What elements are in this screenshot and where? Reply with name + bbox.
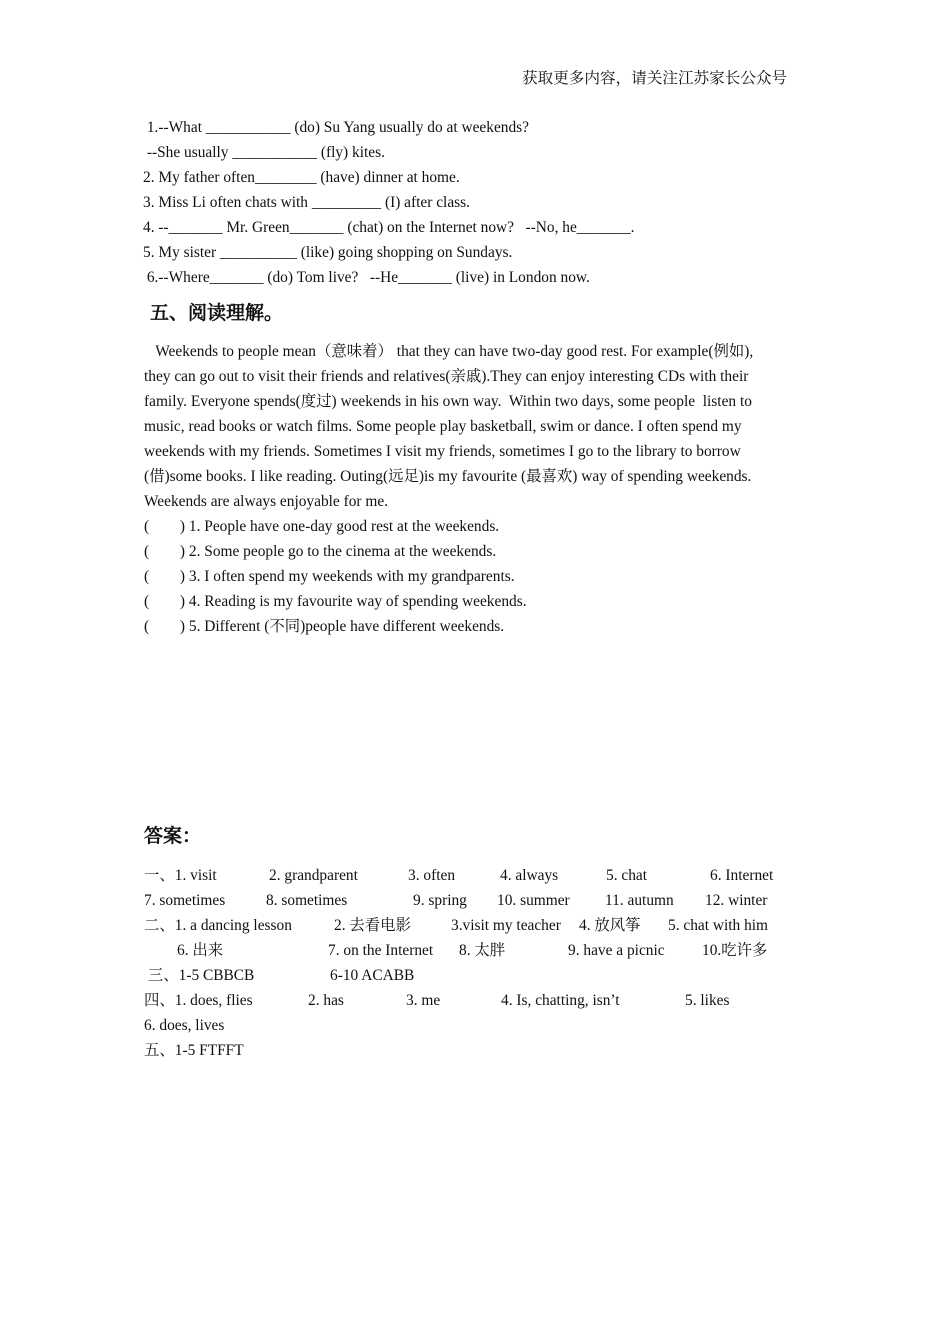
answer-item: 2. 去看电影	[334, 917, 411, 934]
answer-item: 7. sometimes	[144, 892, 226, 909]
answer-item: 5. chat	[606, 867, 648, 884]
answer-item: 9. spring	[413, 892, 467, 909]
answer-item: 一、1. visit	[144, 867, 217, 884]
answer-item: 7. on the Internet	[328, 942, 434, 959]
passage-line: Weekends are always enjoyable for me.	[144, 493, 389, 510]
answer-item: 2. has	[308, 992, 344, 1009]
passage-line: family. Everyone spends(度过) weekends in his own way. Within two days, some people listen to	[144, 393, 752, 410]
answer-item: 6. 出来	[177, 942, 224, 959]
answer-item: 11. autumn	[605, 892, 674, 909]
answers-title: 答案：	[144, 826, 202, 847]
answer-item: 三、1-5 CBBCB	[144, 967, 255, 984]
answer-item: 4. always	[500, 867, 559, 884]
answer-item: 3.visit my teacher	[451, 917, 561, 934]
answer-item: 3. often	[408, 867, 456, 884]
reading-section-title: 五、阅读理解。	[150, 303, 284, 324]
page-header: 获取更多内容，请关注江苏家长公众号	[522, 70, 788, 87]
answer-item: 3. me	[406, 992, 441, 1009]
answer-item: 5. chat with him	[668, 917, 769, 934]
answer-item: 9. have a picnic	[568, 942, 665, 959]
answer-item: 2. grandparent	[269, 867, 358, 884]
answer-item: 6. does, lives	[144, 1017, 225, 1034]
passage-line: music, read books or watch films. Some people play basketball, swim or dance. I often spend my	[144, 418, 742, 435]
passage-line: they can go out to visit their friends and relatives(亲戚).They can enjoy interesting CDs with their	[144, 368, 749, 385]
fill-in-line: 4. --_______ Mr. Green_______ (chat) on the Internet now? --No, he_______.	[143, 219, 635, 236]
true-false-question: ( ) 5. Different (不同)people have different weekends.	[144, 618, 505, 635]
fill-in-line: --She usually ___________ (fly) kites.	[143, 144, 385, 161]
passage-line: weekends with my friends. Sometimes I visit my friends, sometimes I go to the library to borrow	[144, 443, 741, 460]
answer-item: 8. sometimes	[266, 892, 348, 909]
answer-item: 6-10 ACABB	[330, 967, 415, 984]
passage-line: (借)some books. I like reading. Outing(远足)is my favourite (最喜欢) way of spending weekends.	[144, 468, 752, 485]
answer-item: 二、1. a dancing lesson	[144, 917, 292, 934]
passage-line: Weekends to people mean（意味着） that they can have two-day good rest. For example(例如),	[144, 343, 754, 360]
answer-item: 10.吃许多	[702, 942, 768, 959]
true-false-question: ( ) 3. I often spend my weekends with my grandparents.	[144, 568, 515, 585]
answer-item: 6. Internet	[710, 867, 774, 884]
true-false-question: ( ) 2. Some people go to the cinema at the weekends.	[144, 543, 497, 560]
answer-item: 4. Is, chatting, isn’t	[501, 992, 620, 1009]
fill-in-line: 6.--Where_______ (do) Tom live? --He_______ (live) in London now.	[143, 269, 590, 286]
answer-item: 10. summer	[497, 892, 570, 909]
answer-item: 8. 太胖	[459, 942, 506, 959]
fill-in-line: 3. Miss Li often chats with _________ (I) after class.	[143, 194, 470, 211]
answer-item: 5. likes	[685, 992, 730, 1009]
fill-in-line: 5. My sister __________ (like) going shopping on Sundays.	[143, 244, 513, 261]
answer-item: 12. winter	[705, 892, 768, 909]
answer-item: 四、1. does, flies	[144, 992, 253, 1009]
answer-item: 4. 放风筝	[579, 917, 641, 934]
fill-in-line: 1.--What ___________ (do) Su Yang usually do at weekends?	[143, 119, 529, 136]
true-false-question: ( ) 1. People have one-day good rest at the weekends.	[144, 518, 500, 535]
fill-in-line: 2. My father often________ (have) dinner at home.	[143, 169, 460, 186]
true-false-question: ( ) 4. Reading is my favourite way of spending weekends.	[144, 593, 527, 610]
answer-item: 五、1-5 FTFFT	[144, 1042, 244, 1059]
